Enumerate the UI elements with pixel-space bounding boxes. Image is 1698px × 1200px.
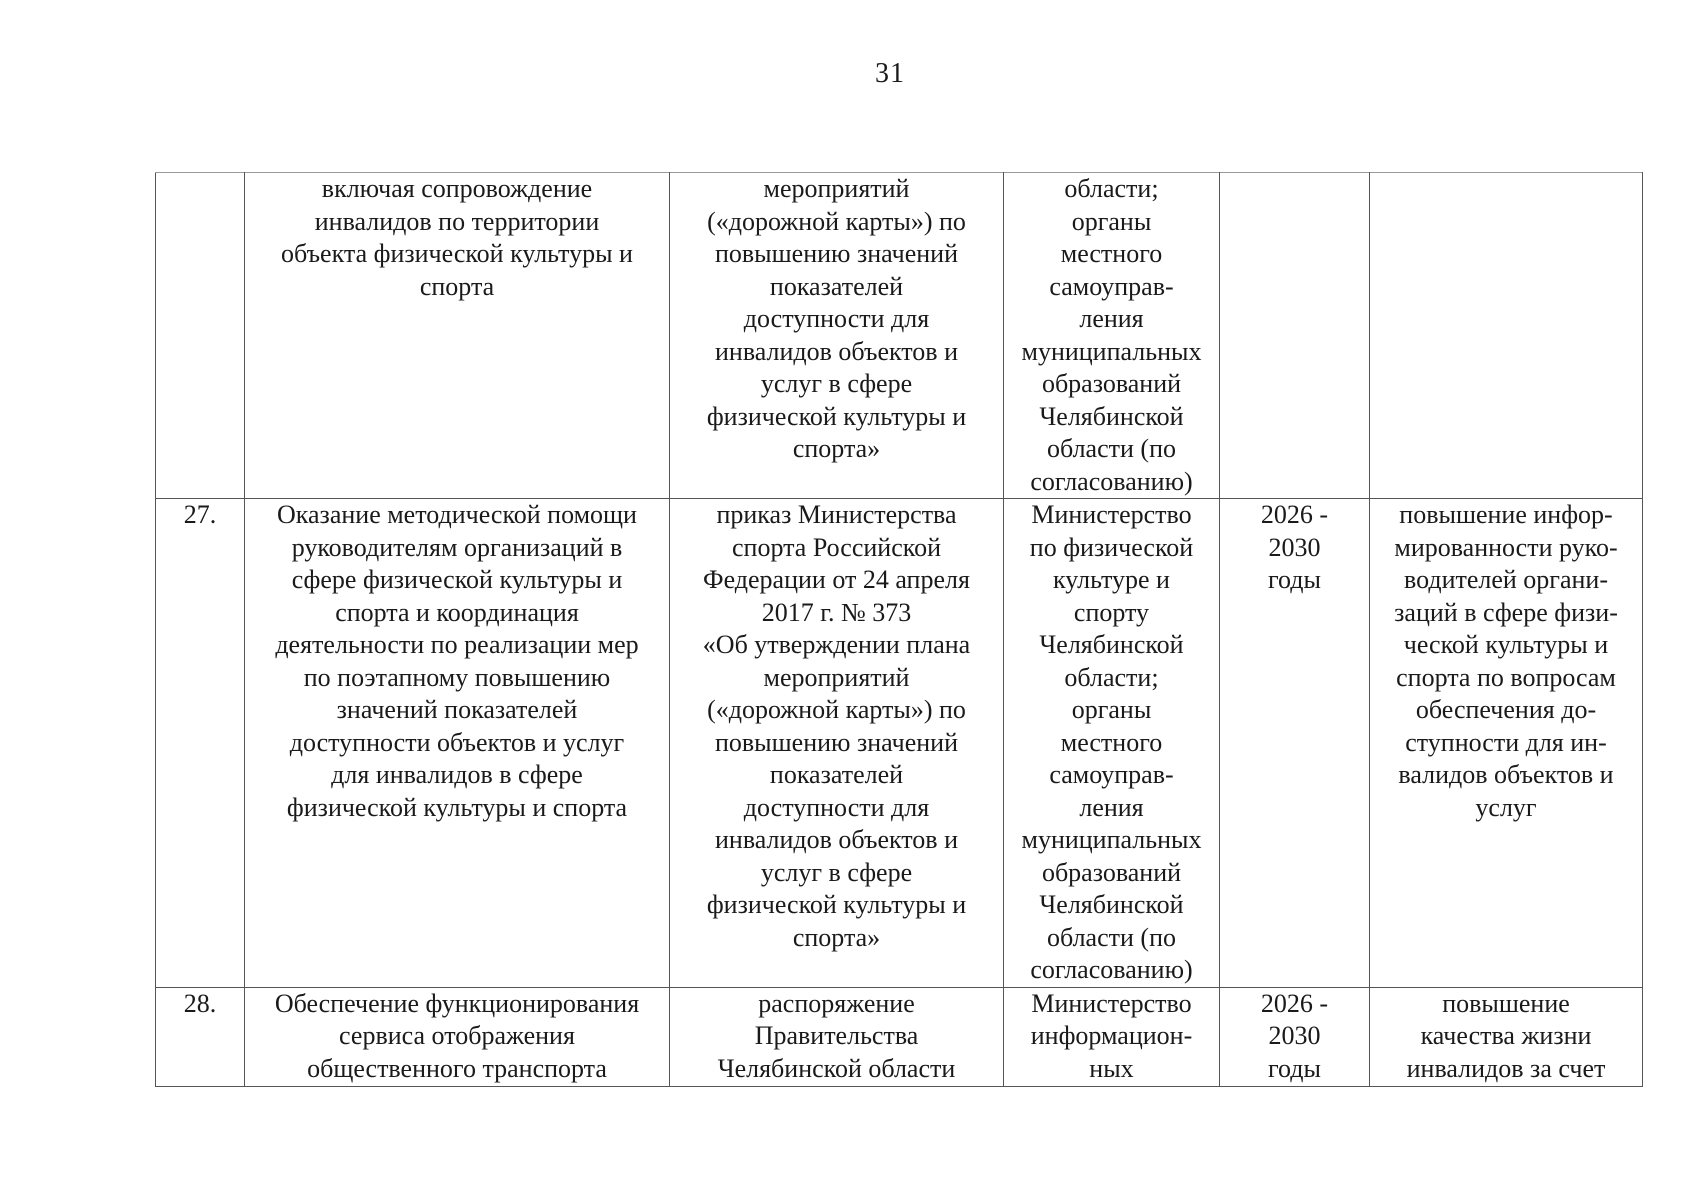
result-cell: повышение инфор- мированности руко- водителей органи- заций в сфере физи- ческой культуры и спорта по вопросам обеспечения до- ступности для ин- валидов объектов и услуг [1370,499,1643,988]
action-cell: Обеспечение функционирования сервиса отображения общественного транспорта [245,987,670,1086]
result-cell: повышение качества жизни инвалидов за счет [1370,987,1643,1086]
row-number-cell [156,173,245,499]
action-cell: Оказание методической помощи руководителям организаций в сфере физической культуры и спорта и координация деятельности по реализации мер по поэтапному повышению значений показателей доступности объектов и услуг для инвалидов в сфере физической культуры и спорта [245,499,670,988]
result-cell [1370,173,1643,499]
table-row [156,173,1643,499]
executor-cell: Министерство информацион- ных [1004,987,1220,1086]
executor-cell: области; органы местного самоуправ- ления муниципальных образований Челябинской области (по согласованию) [1004,173,1220,499]
document-cell: мероприятий («дорожной карты») по повышению значений показателей доступности для инвалидов объектов и услуг в сфере физической культуры и спорта» [670,173,1004,499]
period-cell [1220,173,1370,499]
page-number: 31 [875,58,905,89]
document-cell: распоряжение Правительства Челябинской области [670,987,1004,1086]
table-row [156,499,1643,988]
action-cell: включая сопровождение инвалидов по территории объекта физической культуры и спорта [245,173,670,499]
period-cell: 2026 - 2030 годы [1220,987,1370,1086]
table-row [156,987,1643,1086]
measures-table [155,172,1643,1087]
executor-cell: Министерство по физической культуре и спорту Челябинской области; органы местного самоуправ- ления муниципальных образований Челябинской области (по согласованию) [1004,499,1220,988]
period-cell: 2026 - 2030 годы [1220,499,1370,988]
document-cell: приказ Министерства спорта Российской Федерации от 24 апреля 2017 г. № 373 «Об утверждении плана мероприятий («дорожной карты») по повышению значений показателей доступности для инвалидов объектов и услуг в сфере физической культуры и спорта» [670,499,1004,988]
row-number-cell: 28. [156,987,245,1086]
row-number-cell: 27. [156,499,245,988]
